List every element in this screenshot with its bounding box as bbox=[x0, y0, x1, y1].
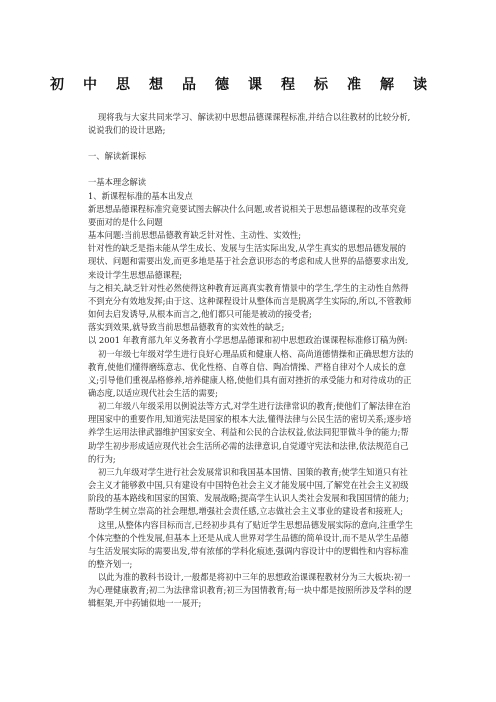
paragraph: 基本问题:当前思想品德教育缺乏针对性、主动性、实效性; bbox=[88, 230, 302, 241]
paragraph: 这里,从整体内容目标而言,已经初步具有了贴近学生思想品德发展实际的意向,注重学生个体完整的个性发展,但基本上还是从成人世界对学生品德的简单设计,而不是从学生品德与生活发展实际的需要出发,带有浓郁的学科化痕迹,强调内容设计中的逻辑性和内容标准的整齐划一; bbox=[88, 519, 413, 569]
paragraph: 落实到效果,就导致当前思想品德教育的实效性的缺乏; bbox=[88, 322, 285, 333]
paragraph: 初一年级七年级对学生进行良好心理品质和健康人格、高尚道德情操和正确思想方法的教育,使他们懂得磨练意志、优化性格、自尊自信、陶冶情操、严格自律对个人成长的意义;引导他们重视品格修养,培养健康人格,使他们具有面对挫折的承受能力和对待成功的正确态度,以适应现代社会生活的需要; bbox=[88, 348, 414, 398]
paragraph: 现将我与大家共同来学习、解读初中思想品德课课程标准,并结合以往教材的比较分析,说说我们的设计思路; bbox=[88, 112, 411, 136]
document-title: 初中思想品德课程标准解读 bbox=[50, 77, 446, 93]
paragraph: 一基本理念解读 bbox=[88, 177, 147, 188]
paragraph: 一、解读新课标 bbox=[88, 151, 147, 162]
paragraph: 以 2001 年教育部九年义务教育小学思想品德课和初中思想政治课课程标准修订稿为例: bbox=[88, 335, 408, 346]
paragraph: 新思想品德课程标准究竟要试图去解决什么问题,或者说相关于思想品德课程的改革究竟要面对的是什么问题 bbox=[88, 203, 406, 227]
paragraph: 针对性的缺乏是指未能从学生成长、发展与生活实际出发,从学生真实的思想品德发展的现状、问题和需要出发,而更多地是基于社会意识形态的考虑和成人世界的品德要求出发,来设计学生思想品德课程; bbox=[88, 243, 409, 280]
paragraph: 以此为准的教科书设计,一般都是将初中三年的思想政治课课程教材分为三大板块:初一为心理健康教育;初二为法律常识教育;初三为国情教育;每一块中都是按照所涉及学科的逻辑框架,开中药铺似地一一展开; bbox=[88, 572, 412, 609]
paragraph: 初三九年级对学生进行社会发展常识和我国基本国情、国策的教育;使学生知道只有社会主义才能够救中国,只有建设有中国特色社会主义才能发展中国,了解党在社会主义初级阶段的基本路线和国家的国策、发展战略;提高学生认识人类社会发展和我国国情的能力;帮助学生树立崇高的社会理想,增强社会责任感,立志做社会主义事业的建设者和接班人; bbox=[88, 466, 409, 517]
blank-line bbox=[88, 163, 414, 176]
paragraph: 初二年级八年级采用以例说法等方式,对学生进行法律常识的教育;使他们了解法律在治理国家中的重要作用,知道宪法是国家的根本大法,懂得法律与公民生活的密切关系;逐步培养学生运用法律武器维护国家安全、利益和公民的合法权益,依法同犯罪做斗争的能力;帮助学生初步形成适应现代社会生活所必需的法律意识,自觉遵守宪法和法律,依法规范自己的行为; bbox=[88, 401, 412, 464]
blank-line bbox=[88, 137, 414, 150]
document-body bbox=[88, 111, 414, 611]
paragraph: 1、新课程标准的基本出发点 bbox=[88, 190, 193, 201]
paragraph: 与之相关,缺乏针对性必然使得这种教育远离真实教育情景中的学生,学生的主动性自然得不到充分有效地发挥;由于这、这种课程设计从整体而言是脱离学生实际的,所以,不管教师如何去启发诱导,从根本而言之,他们都只可能是被动的接受者; bbox=[88, 282, 412, 320]
